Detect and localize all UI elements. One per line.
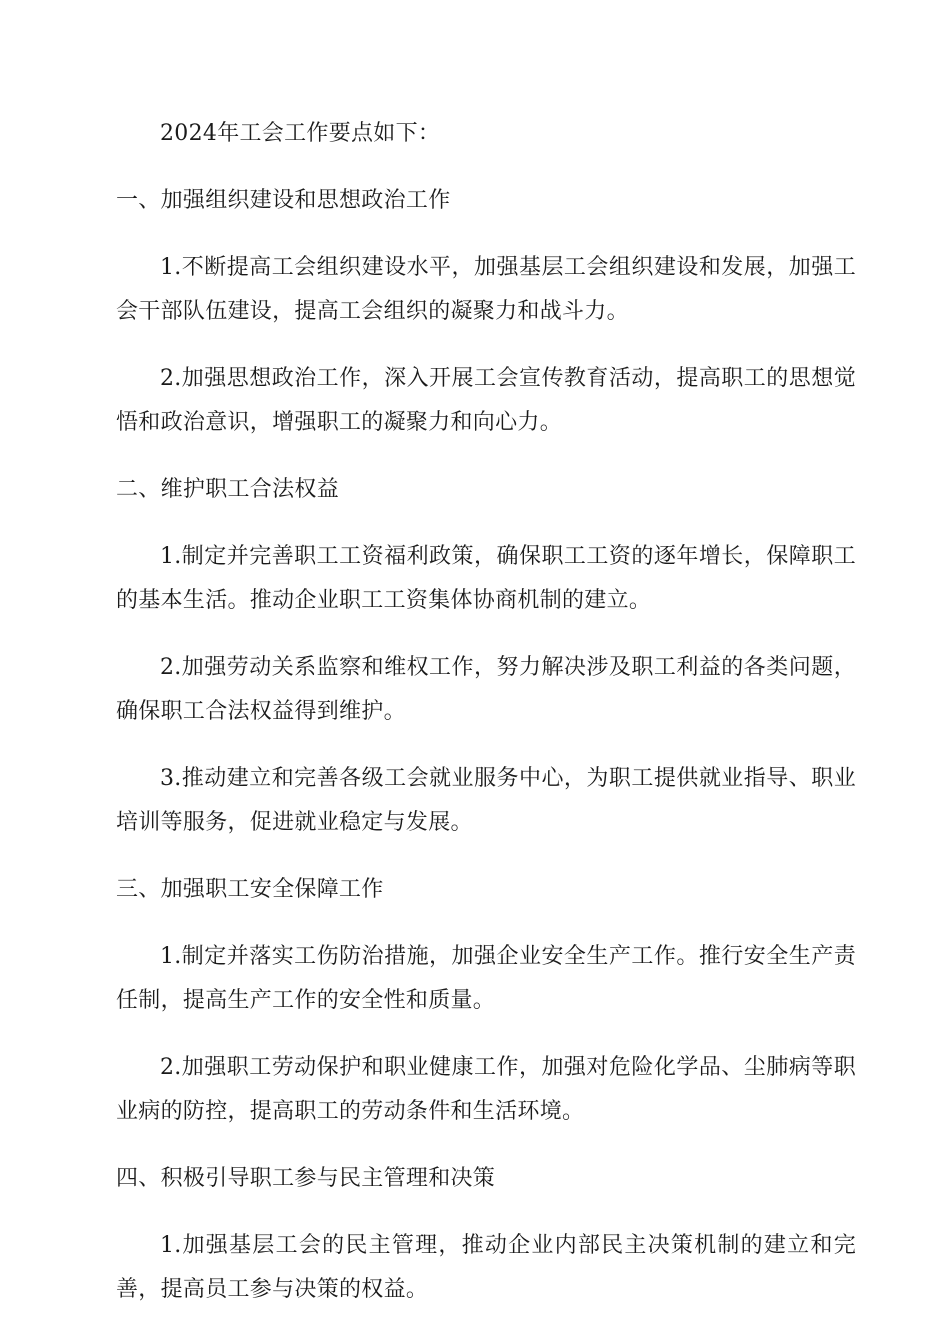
section-heading-4: 四、积极引导职工参与民主管理和决策 (116, 1166, 496, 1191)
section-3-item-2: 2.加强职工劳动保护和职业健康工作，加强对危险化学品、尘肺病等职业病的防控，提高职工的劳动条件和生活环境。 (116, 1055, 856, 1124)
section-1-item-2: 2.加强思想政治工作，深入开展工会宣传教育活动，提高职工的思想觉悟和政治意识，增强职工的凝聚力和向心力。 (116, 366, 856, 435)
section-1-item-1: 1.不断提高工会组织建设水平，加强基层工会组织建设和发展，加强工会干部队伍建设，提高工会组织的凝聚力和战斗力。 (116, 255, 856, 324)
section-2-item-2: 2.加强劳动关系监察和维权工作，努力解决涉及职工利益的各类问题，确保职工合法权益得到维护。 (116, 655, 856, 724)
section-2-item-1: 1.制定并完善职工工资福利政策，确保职工工资的逐年增长，保障职工的基本生活。推动企业职工工资集体协商机制的建立。 (116, 544, 856, 613)
section-4-item-1: 1.加强基层工会的民主管理，推动企业内部民主决策机制的建立和完善，提高员工参与决策的权益。 (116, 1233, 856, 1302)
section-2-item-3: 3.推动建立和完善各级工会就业服务中心，为职工提供就业指导、职业培训等服务，促进就业稳定与发展。 (116, 766, 856, 835)
section-heading-1: 一、加强组织建设和思想政治工作 (116, 188, 451, 213)
section-3-item-1: 1.制定并落实工伤防治措施，加强企业安全生产工作。推行安全生产责任制，提高生产工作的安全性和质量。 (116, 944, 856, 1013)
intro-paragraph: 2024年工会工作要点如下： (160, 121, 441, 146)
section-heading-2: 二、维护职工合法权益 (116, 477, 340, 502)
section-heading-3: 三、加强职工安全保障工作 (116, 877, 384, 902)
document-page (116, 112, 856, 1335)
